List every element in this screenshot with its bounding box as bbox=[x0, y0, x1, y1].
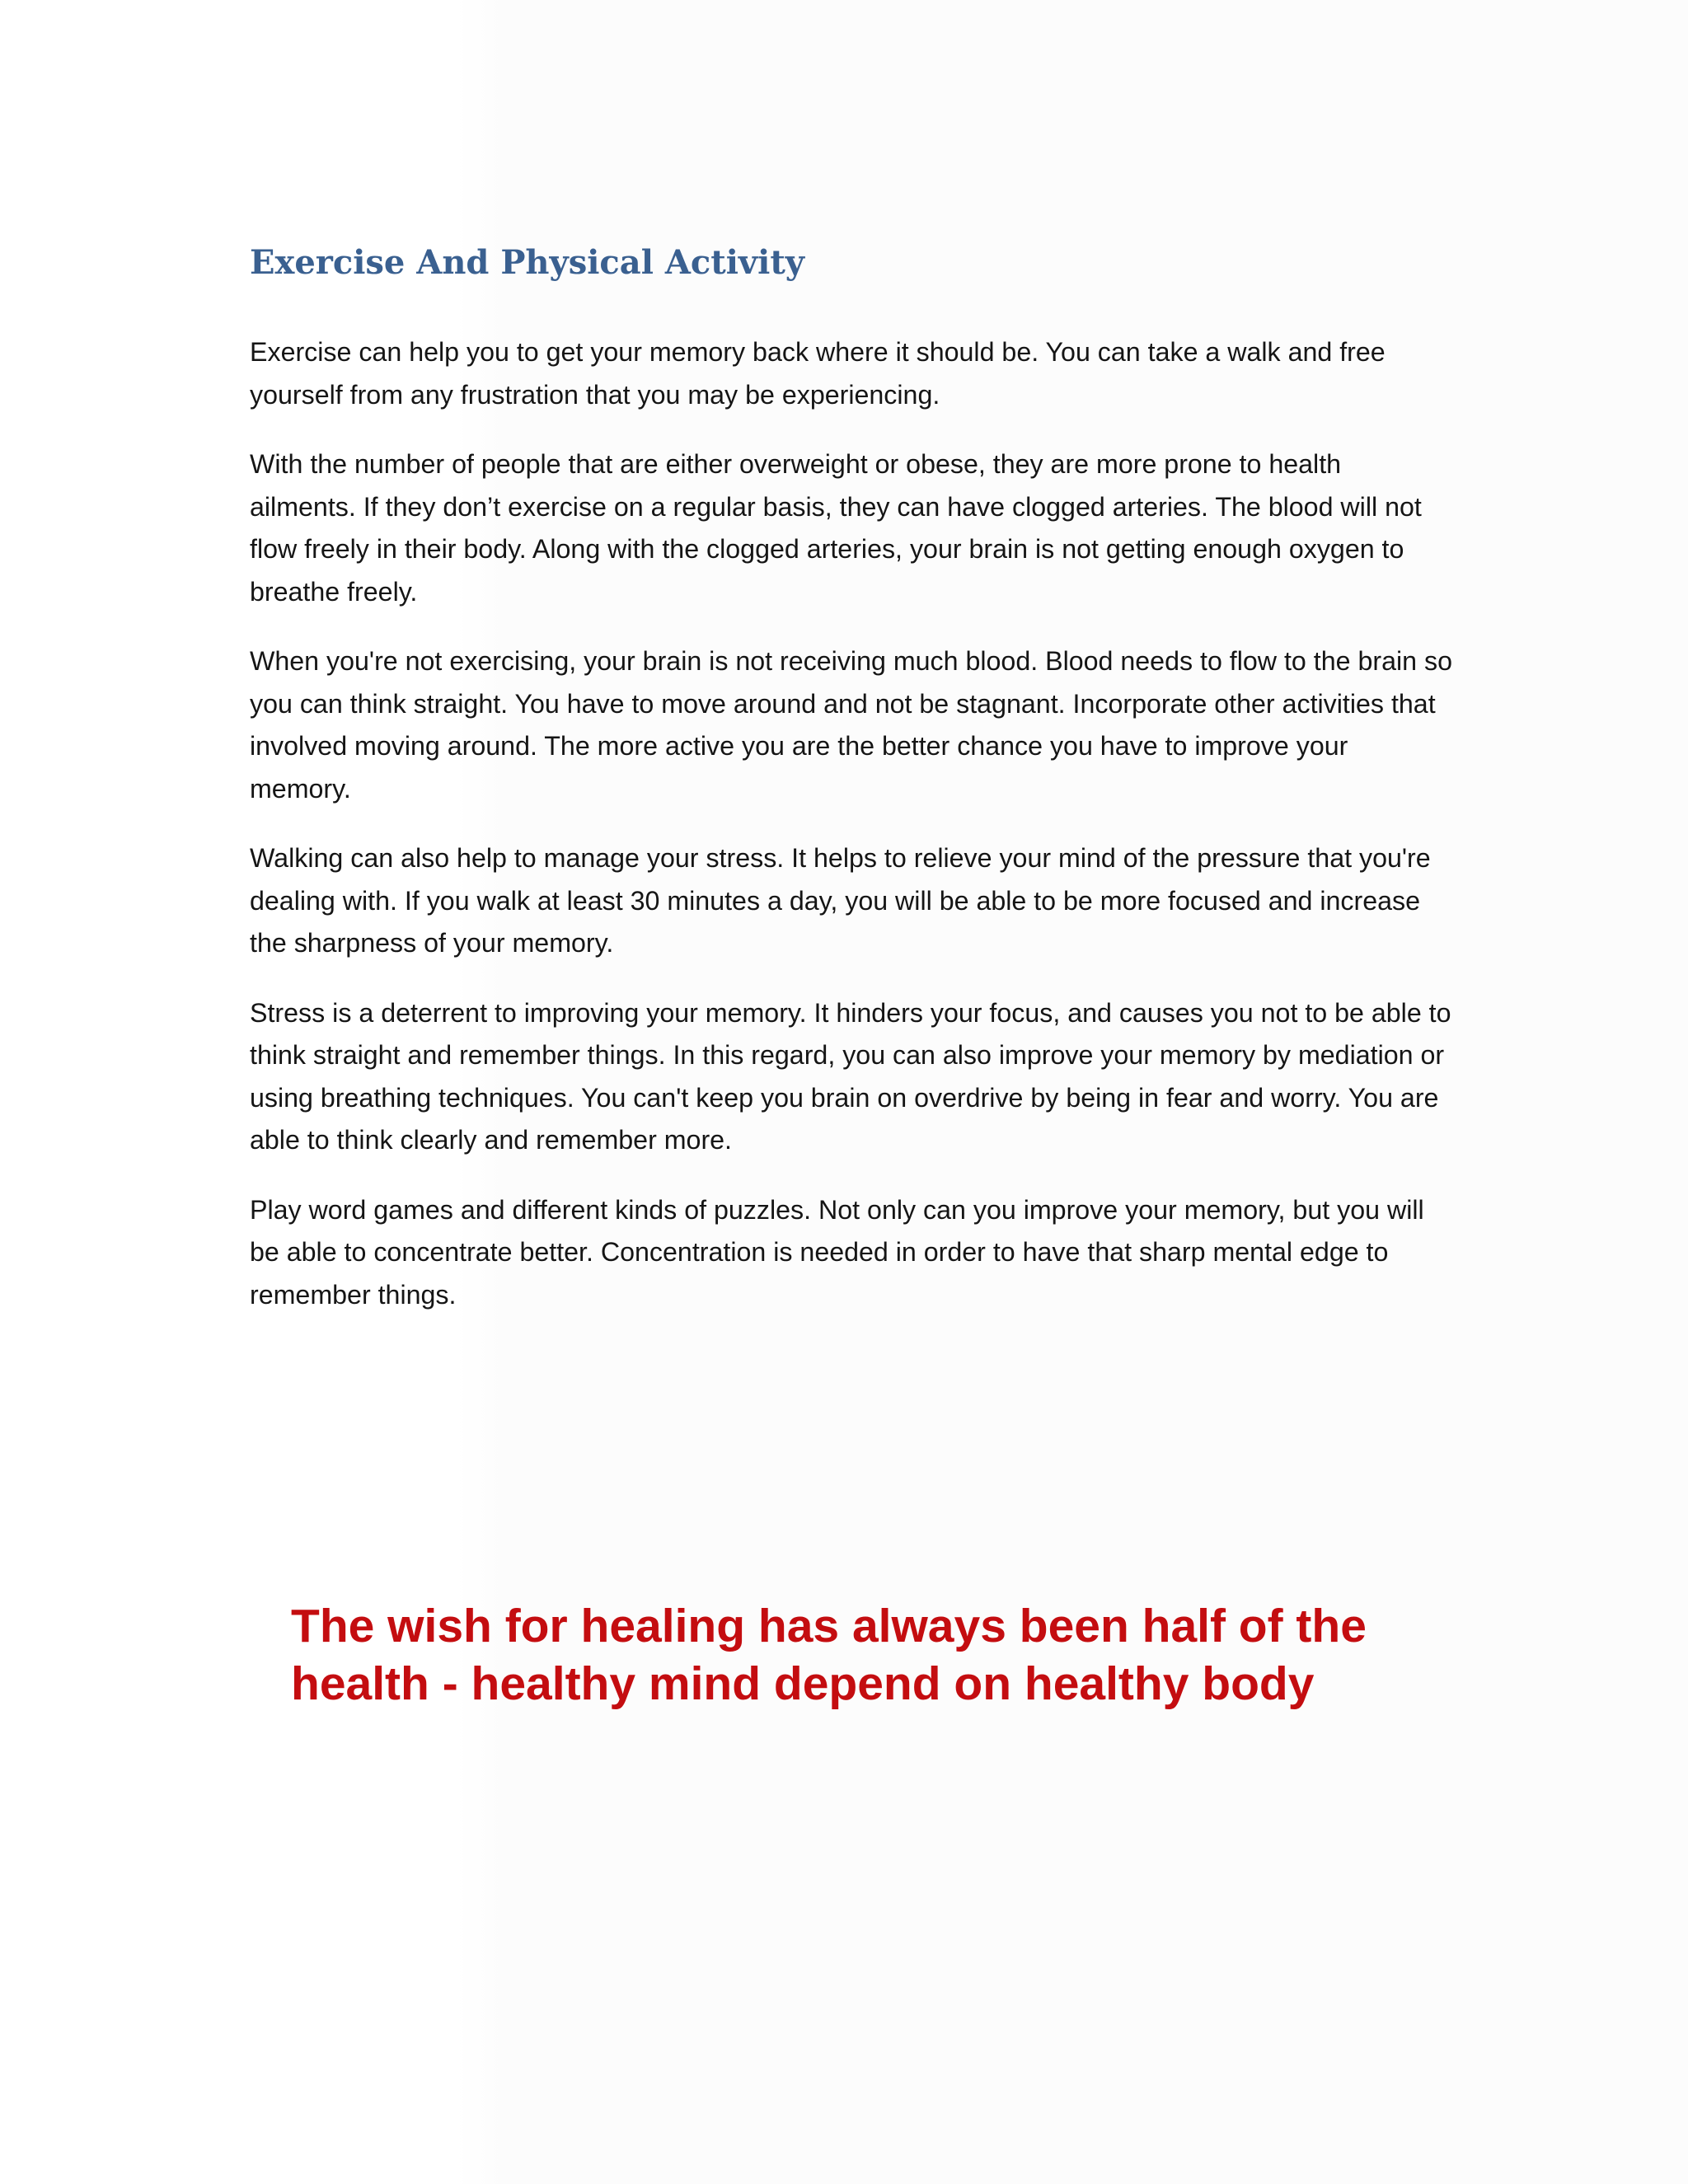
highlighted-quote: The wish for healing has always been half of the health - healthy mind depend on healthy body bbox=[291, 1600, 1367, 1710]
page-heading: Exercise And Physical Activity bbox=[250, 243, 805, 282]
paragraph-6: Play word games and different kinds of puzzles. Not only can you improve your memory, but you will be able to concentrate better. Concentration is needed in order to have that sharp mental edge to remember things. bbox=[250, 1194, 1424, 1310]
paragraph-1: Exercise can help you to get your memory back where it should be. You can take a walk and free yourself from any frustration that you may be experiencing. bbox=[250, 337, 1386, 410]
paragraph-3: When you're not exercising, your brain is not receiving much blood. Blood needs to flow to the brain so you can think straight. You have to move around and not be stagnant. Incorporate other activities that involved moving around. The more active you are the better chance you have to improve your memory. bbox=[250, 646, 1452, 804]
body-text bbox=[250, 331, 1453, 1343]
paragraph-5: Stress is a deterrent to improving your memory. It hinders your focus, and causes you not to be able to think straight and remember things. In this regard, you can also improve your memory by mediation or using breathing techniques. You can't keep you brain on overdrive by being in fear and worry. You are able to think clearly and remember more. bbox=[250, 997, 1451, 1155]
paragraph-2: With the number of people that are either overweight or obese, they are more prone to health ailments. If they don’t exercise on a regular basis, they can have clogged arteries. The blood will not flow freely in their body. Along with the clogged arteries, your brain is not getting enough oxygen to breathe freely. bbox=[250, 449, 1422, 607]
paragraph-4: Walking can also help to manage your stress. It helps to relieve your mind of the pressure that you're dealing with. If you walk at least 30 minutes a day, you will be able to be more focused and increase the sharpness of your memory. bbox=[250, 843, 1431, 958]
